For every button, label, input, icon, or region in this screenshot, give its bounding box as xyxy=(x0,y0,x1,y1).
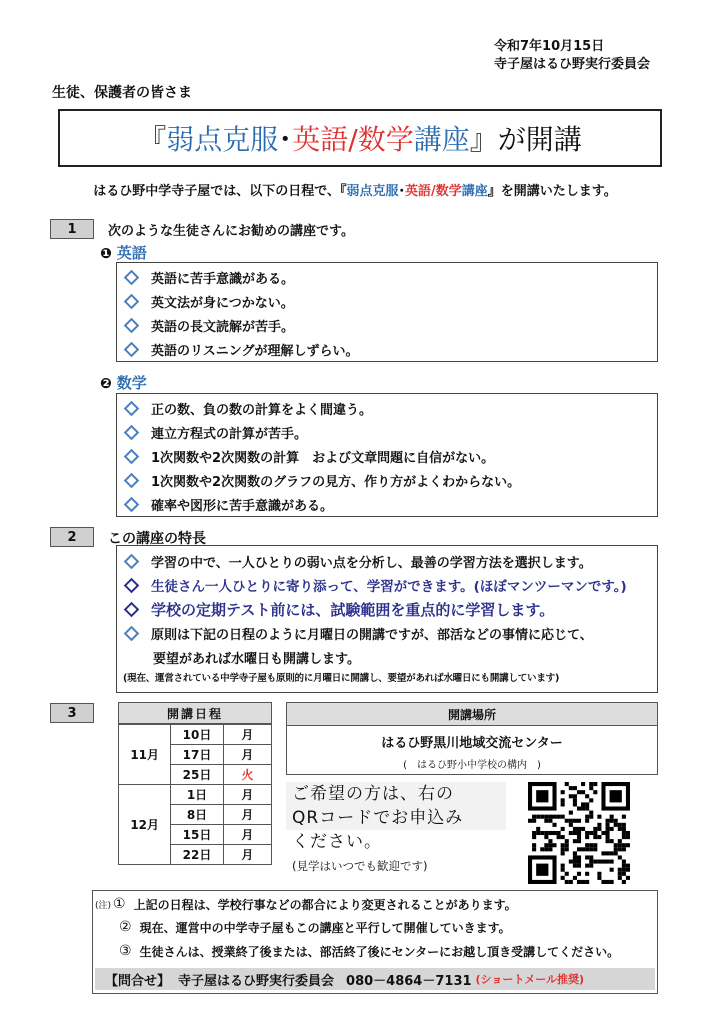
contact-org: 寺子屋はるひ野実行委員会 xyxy=(178,973,335,989)
venue-name: はるひ野黒川地域交流センター xyxy=(381,736,563,751)
note-mark: ① xyxy=(113,896,126,912)
math-list xyxy=(116,393,658,517)
diamond-icon xyxy=(124,341,140,357)
list-item xyxy=(117,313,657,337)
diamond-icon xyxy=(124,448,140,464)
venue-sub: ( はるひ野小中学校の構内 ) xyxy=(403,760,541,771)
diamond-icon xyxy=(124,400,140,416)
diamond-icon xyxy=(124,553,140,569)
contact-phone[interactable]: 080－4864－7131 xyxy=(346,973,472,989)
notes-prefix: (注) xyxy=(95,900,112,911)
list-item-text: 学校の定期テスト前には、試験範囲を重点的に学習します。 xyxy=(151,600,555,619)
diamond-icon xyxy=(124,625,140,641)
contact-bar xyxy=(95,968,655,990)
date-cell: 8日 xyxy=(171,805,223,825)
note-mark: ③ xyxy=(119,943,132,959)
diamond-icon xyxy=(124,601,140,617)
list-item xyxy=(117,289,657,313)
intro-p2: 英語/数学 xyxy=(405,184,462,199)
list-item xyxy=(117,492,657,516)
math-marker: ❷ xyxy=(100,376,112,392)
list-item-text: 生徒さん一人ひとりに寄り添って、学習ができます。(ほぼマンツーマンです。) xyxy=(151,579,627,595)
intro-dot: ･ xyxy=(398,184,406,199)
date-cell: 10日 xyxy=(171,725,223,745)
intro-text xyxy=(0,180,710,199)
notes-box xyxy=(92,890,658,994)
dow-cell: 月 xyxy=(223,805,271,825)
diamond-icon xyxy=(124,472,140,488)
english-label: 英語 xyxy=(116,244,147,262)
title-bracket: 『 xyxy=(138,123,167,156)
date-cell: 22日 xyxy=(171,845,223,865)
apply-panel xyxy=(286,782,506,886)
section2-number: 2 xyxy=(50,527,94,547)
schedule-table-wrap xyxy=(118,702,272,865)
list-item-text: 確率や図形に苦手意識がある。 xyxy=(151,498,334,514)
dow-cell: 月 xyxy=(223,845,271,865)
list-item-continuation: 要望があれば水曜日も開講します。 xyxy=(153,651,360,667)
month-cell: 11月 xyxy=(119,725,171,785)
diamond-icon xyxy=(124,496,140,512)
diamond-icon xyxy=(124,269,140,285)
math-heading xyxy=(100,372,147,393)
dow-cell: 火 xyxy=(223,765,271,785)
note-item xyxy=(93,915,657,939)
intro-p1: 弱点克服 xyxy=(346,184,399,199)
list-item-text: 英語の長文読解が苦手。 xyxy=(151,319,295,335)
issuer-org: 寺子屋はるひ野実行委員会 xyxy=(493,57,650,72)
title-part2: 英語/数学 xyxy=(292,123,414,156)
features-list xyxy=(116,545,658,693)
list-item xyxy=(117,597,657,621)
month-cell: 12月 xyxy=(119,785,171,865)
apply-line: QRコードでお申込み xyxy=(286,806,506,830)
list-item-text: 正の数、負の数の計算をよく間違う。 xyxy=(151,402,373,418)
contact-label: 【問合せ】 xyxy=(105,973,171,989)
page-title xyxy=(58,109,662,167)
apply-note: (見学はいつでも歓迎です) xyxy=(292,859,428,873)
list-item-text: 英語のリスニングが理解しずらい。 xyxy=(151,343,359,359)
diamond-icon xyxy=(124,293,140,309)
dow-cell: 月 xyxy=(223,745,271,765)
note-item xyxy=(93,939,657,963)
date-cell: 15日 xyxy=(171,825,223,845)
diamond-icon xyxy=(124,424,140,440)
english-list xyxy=(116,262,658,362)
note-text: 上記の日程は、学校行事などの都合により変更されることがあります。 xyxy=(133,897,517,912)
title-dot: ･ xyxy=(278,123,293,156)
list-item xyxy=(117,337,657,361)
title-close: 』が開講 xyxy=(469,123,582,156)
dow-cell: 月 xyxy=(223,785,271,805)
intro-post: 』を開講いたします。 xyxy=(487,184,617,199)
schedule-title: 開講日程 xyxy=(118,702,272,724)
dow-cell: 月 xyxy=(223,825,271,845)
apply-line: ください。 xyxy=(292,832,382,852)
schedule-table xyxy=(118,724,272,865)
header-date-block xyxy=(494,38,650,74)
date-cell: 25日 xyxy=(171,765,223,785)
section2-heading: この講座の特長 xyxy=(108,531,206,547)
list-item-text: 1次関数や2次関数のグラフの見方、作り方がよくわからない。 xyxy=(151,474,521,490)
greeting: 生徒、保護者の皆さま xyxy=(52,85,192,101)
list-item xyxy=(117,265,657,289)
list-item xyxy=(117,549,657,573)
english-heading xyxy=(100,242,147,263)
intro-p3: 講座 xyxy=(461,184,488,199)
note-text: 生徒さんは、授業終了後または、部活終了後にセンターにお越し頂き受講してください。 xyxy=(139,944,620,959)
note-mark: ② xyxy=(119,919,132,935)
table-row xyxy=(119,785,272,805)
features-note: (現在、運営されている中学寺子屋も原則的に月曜日に開講し、要望があれば水曜日にも開講しています) xyxy=(123,673,560,684)
list-item-text: 英語に苦手意識がある。 xyxy=(151,271,295,287)
title-part3: 講座 xyxy=(413,123,470,156)
list-item-text: 1次関数や2次関数の計算 および文章問題に自信がない。 xyxy=(151,450,495,466)
math-label: 数学 xyxy=(116,374,147,392)
list-item-text: 学習の中で、一人ひとりの弱い点を分析し、最善の学習方法を選択します。 xyxy=(151,555,592,571)
note-text: 現在、運営中の中学寺子屋もこの講座と平行して開催していきます。 xyxy=(139,920,511,935)
list-item xyxy=(117,573,657,597)
issue-date: 令和7年10月15日 xyxy=(493,39,605,54)
note-item xyxy=(93,893,657,915)
section1-number: 1 xyxy=(50,219,94,239)
list-item xyxy=(117,396,657,420)
venue-box xyxy=(286,702,658,775)
section1-heading: 次のような生徒さんにお勧めの講座です。 xyxy=(108,224,354,239)
intro-pre: はるひ野中学寺子屋では、以下の日程で、『 xyxy=(93,184,347,199)
list-item-text: 連立方程式の計算が苦手。 xyxy=(151,426,308,442)
venue-title: 開講場所 xyxy=(287,703,657,726)
list-item-text: 英文法が身につかない。 xyxy=(151,295,294,311)
table-row xyxy=(119,725,272,745)
qr-code-icon[interactable] xyxy=(528,782,630,884)
title-part1: 弱点克服 xyxy=(166,123,279,156)
list-item-text: 原則は下記の日程のように月曜日の開講ですが、部活などの事情に応じて、 xyxy=(151,627,593,643)
dow-cell: 月 xyxy=(223,725,271,745)
list-item xyxy=(117,621,657,645)
list-item xyxy=(117,468,657,492)
contact-sms-note: (ショートメール推奨) xyxy=(475,973,585,986)
list-item xyxy=(117,444,657,468)
date-cell: 17日 xyxy=(171,745,223,765)
section3-number: 3 xyxy=(50,703,94,723)
english-marker: ❶ xyxy=(100,246,112,262)
date-cell: 1日 xyxy=(171,785,223,805)
diamond-icon xyxy=(124,577,140,593)
diamond-icon xyxy=(124,317,140,333)
list-item xyxy=(117,420,657,444)
apply-line: ご希望の方は、右の xyxy=(286,782,506,806)
